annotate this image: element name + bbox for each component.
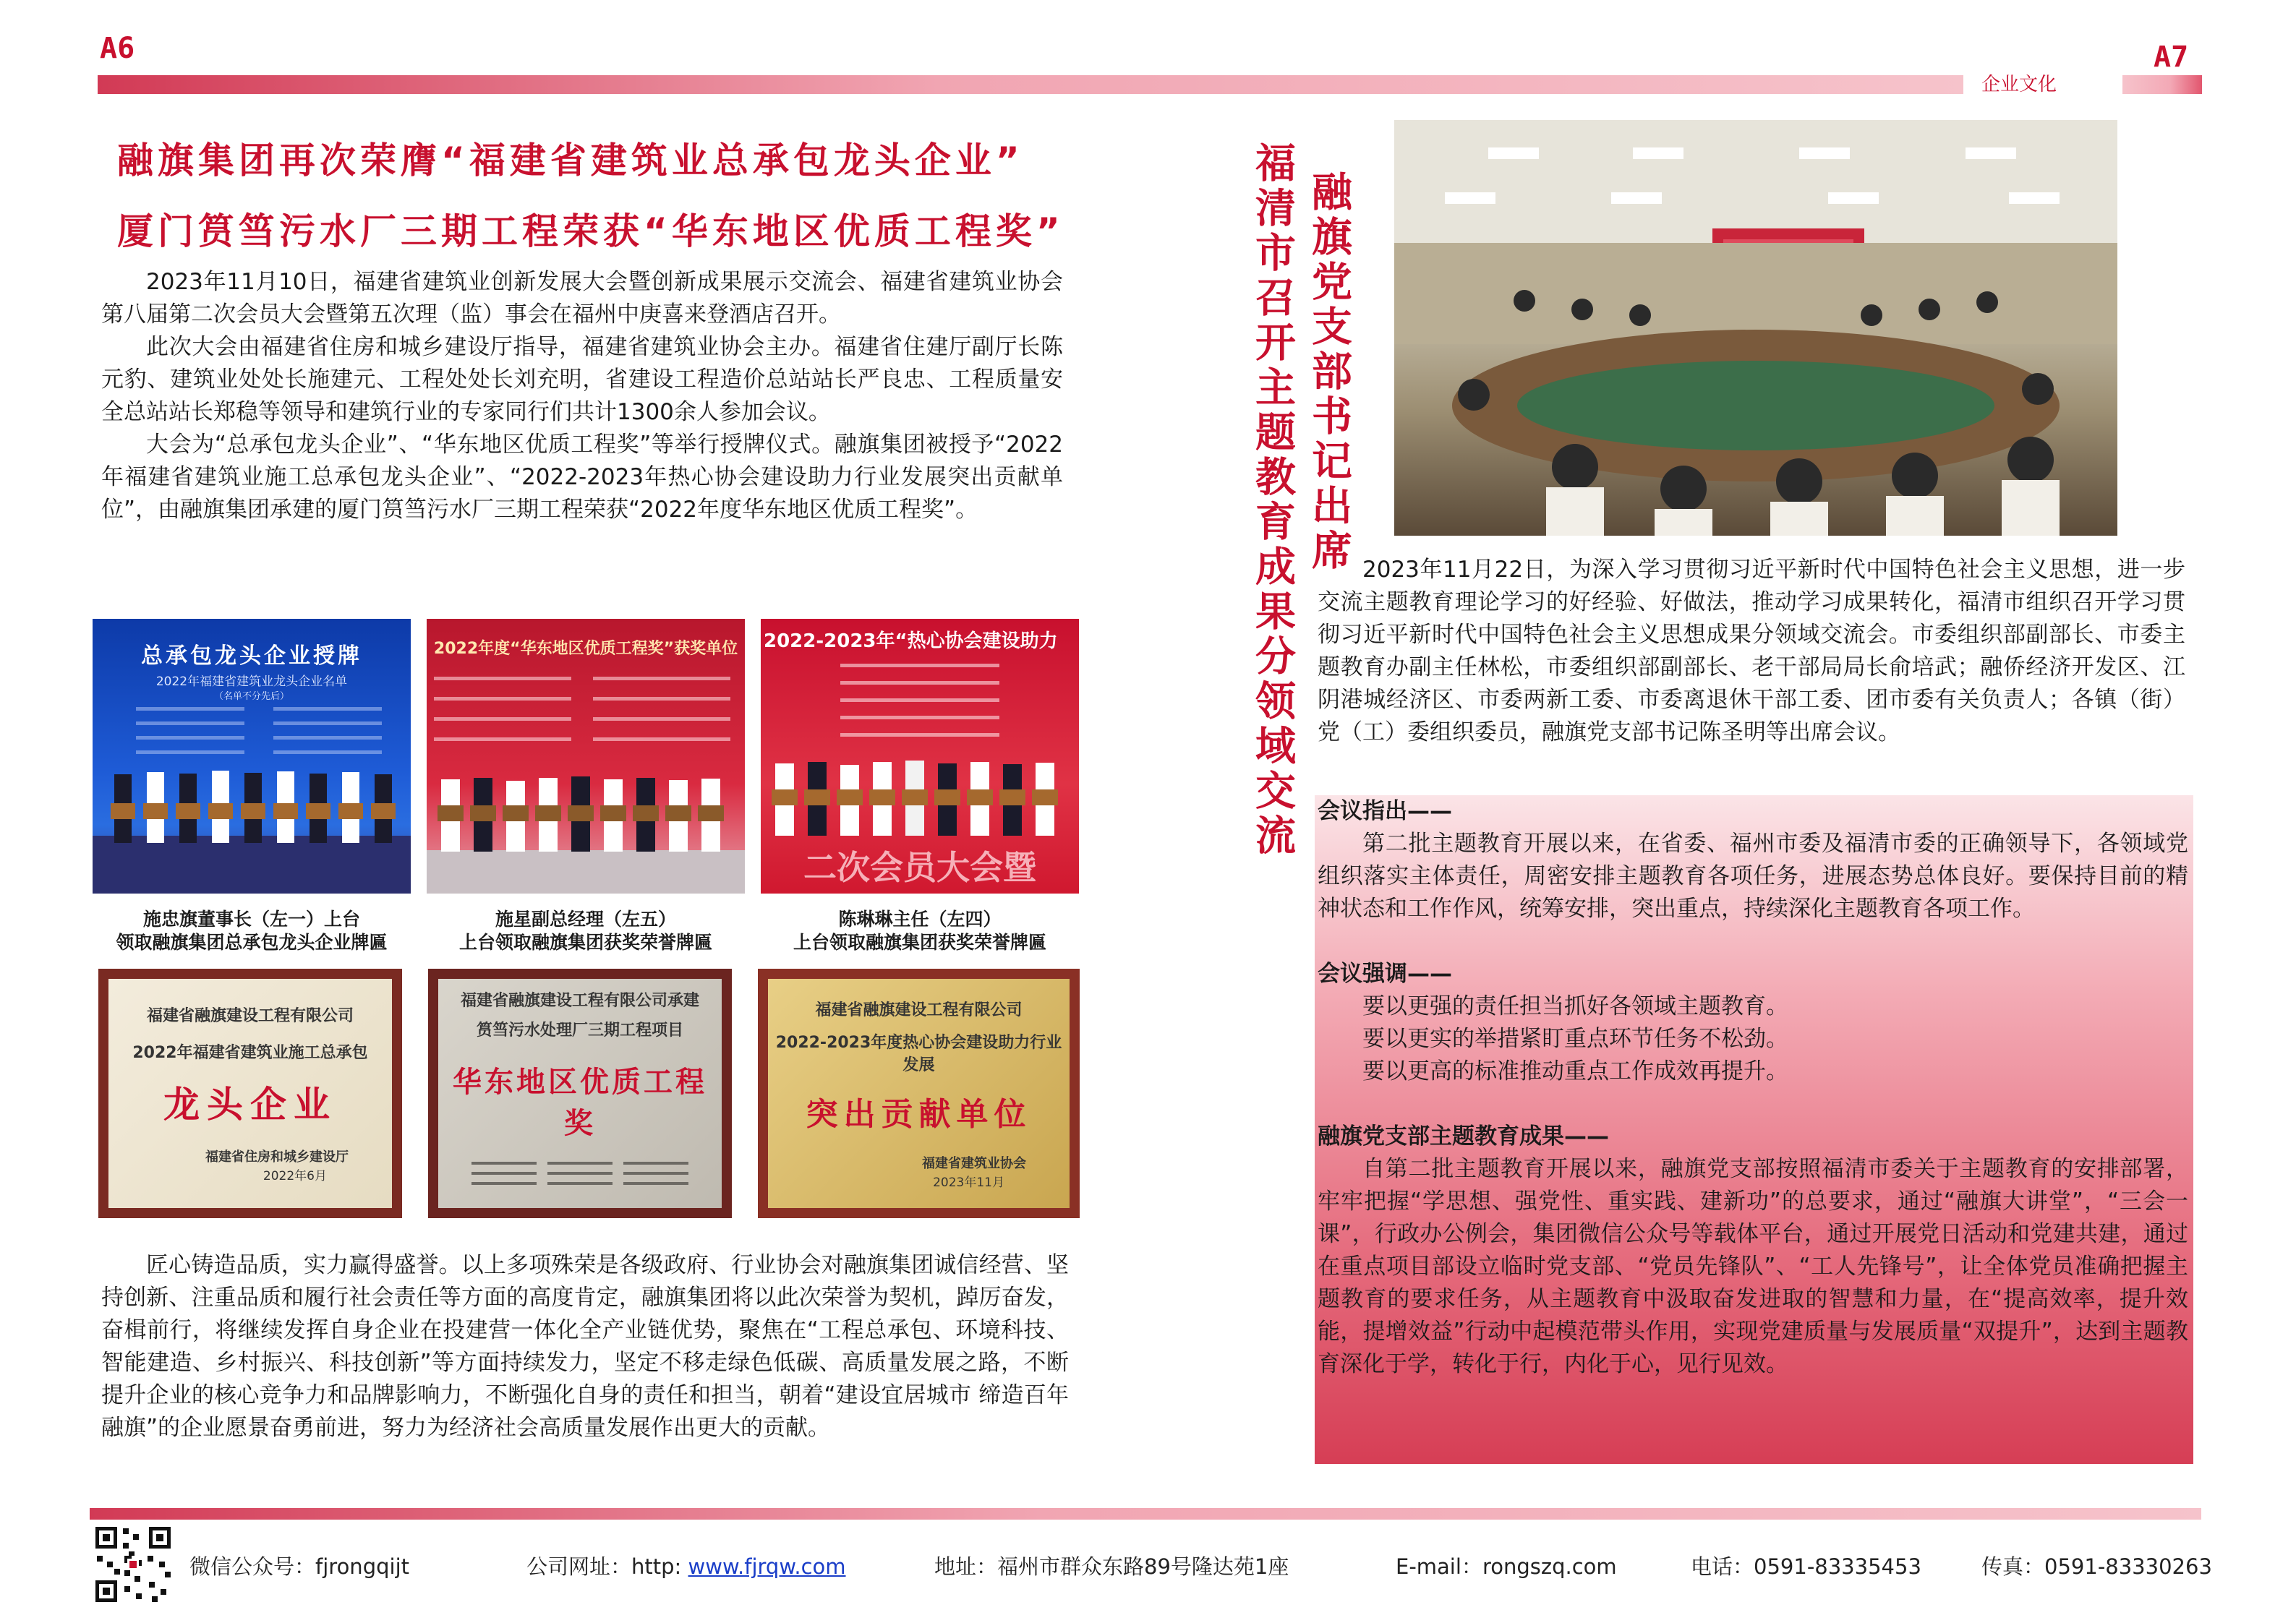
headline-2: 厦门筼筜污水厂三期工程荣获“华东地区优质工程奖” bbox=[117, 210, 1064, 252]
plaque-3-date: 2023年11月 bbox=[933, 1175, 1004, 1190]
left-paragraph-1: 2023年11月10日，福建省建筑业创新发展大会暨创新成果展示交流会、福建省建筑业协会第八届第二次会员大会暨第五次理（监）事会在福州中庚喜来登酒店召开。 bbox=[101, 269, 1063, 327]
footer-email-label: E-mail： bbox=[1396, 1554, 1482, 1579]
plaque-2-org: 福建省融旗建设工程有限公司承建 bbox=[460, 991, 699, 1010]
footer-website-label: 公司网址：http: bbox=[526, 1554, 682, 1579]
left-intro-text bbox=[101, 266, 1063, 526]
footer-website-link[interactable]: www.fjrqw.com bbox=[688, 1554, 846, 1579]
photo-3-scene bbox=[761, 619, 1079, 894]
footer-wechat-label: 微信公众号： bbox=[189, 1554, 316, 1579]
plaque-1-org: 福建省融旗建设工程有限公司 bbox=[146, 1007, 354, 1025]
box-heading-2: 会议强调—— bbox=[1318, 961, 1452, 987]
box-paragraph-1: 第二批主题教育开展以来，在省委、福州市委及福清市委的正确领导下，各领域党组织落实主体责任，周密安排主题教育各项任务，进展态势总体良好。要保持目前的精神状态和工作作风，统筹安排，突出重点，持续深化主题教育各项工作。 bbox=[1318, 831, 2188, 922]
photo-1-screen-title: 总承包龙头企业授牌 bbox=[141, 643, 362, 669]
box-heading-1: 会议指出—— bbox=[1318, 798, 1452, 824]
photo-2-scene bbox=[427, 619, 745, 894]
theme-education-box bbox=[1315, 795, 2193, 1464]
box-point-2: 要以更实的举措紧盯重点环节任务不松劲。 bbox=[1362, 1026, 1788, 1052]
footer-phone-label: 电话： bbox=[1691, 1554, 1754, 1579]
award-photo-3 bbox=[761, 619, 1079, 894]
photo-3-caption-line2: 上台领取融旗集团获奖荣誉牌匾 bbox=[793, 932, 1046, 953]
box-heading-3: 融旗党支部主题教育成果—— bbox=[1318, 1123, 1609, 1149]
footer-email-value: rongszq.com bbox=[1482, 1554, 1617, 1579]
footer-address-label: 地址： bbox=[934, 1554, 998, 1579]
left-paragraph-3: 大会为“总承包龙头企业”、“华东地区优质工程奖”等举行授牌仪式。融旗集团被授予“2022年福建省建筑业施工总承包龙头企业”、“2022-2023年热心协会建设助力行业发展突出贡献单位”，由融旗集团承建的厦门筼筜污水厂三期工程荣获“2022年度华东地区优质工程奖”。 bbox=[101, 432, 1063, 523]
plaque-3 bbox=[758, 969, 1080, 1218]
award-photo-1 bbox=[93, 619, 411, 894]
plaque-3-issuer: 福建省建筑业协会 bbox=[922, 1155, 1026, 1171]
right-intro-paragraph: 2023年11月22日，为深入学习贯彻习近平新时代中国特色社会主义思想，进一步交流主题教育理论学习的好经验、好做法，推动学习成果转化，福清市组织召开学习贯彻习近平新时代中国特色社会主义思想成果分领域交流会。市委组织部副部长、市委主题教育办副主任林松，市委组织部副部长、老干部局局长俞培武；融侨经济开发区、江阴港城经济区、市委两新工委、市委离退休干部工委、团市委有关负责人；各镇（街）党（工）委组织委员，融旗党支部书记陈圣明等出席会议。 bbox=[1318, 557, 2185, 745]
header-band-left bbox=[98, 75, 1963, 94]
photo-2-screen-title: 2022年度“华东地区优质工程奖”获奖单位 bbox=[433, 640, 738, 658]
meeting-photo-scene bbox=[1394, 120, 2117, 536]
plaque-3-sub: 2022-2023年度热心协会建设助力行业发展 bbox=[775, 1033, 1062, 1074]
footer-fax bbox=[1981, 1551, 2212, 1580]
section-label: 企业文化 bbox=[1981, 74, 2057, 95]
photo-2-caption-line2: 上台领取融旗集团获奖荣誉牌匾 bbox=[458, 932, 712, 953]
photo-1-screen-note: （名单不分先后） bbox=[213, 691, 289, 702]
box-point-3: 要以更高的标准推动重点工作成效再提升。 bbox=[1362, 1058, 1788, 1084]
vertical-title-2: 福清市召开主题教育成果分领域交流 bbox=[1249, 142, 1296, 859]
photo-1-caption-line1: 施忠旗董事长（左一）上台 bbox=[142, 909, 360, 930]
right-page-number: A7 bbox=[2154, 40, 2189, 74]
photo-1-scene bbox=[93, 619, 411, 894]
plaque-3-org: 福建省融旗建设工程有限公司 bbox=[815, 1001, 1023, 1019]
footer-email bbox=[1396, 1551, 1617, 1580]
plaque-1 bbox=[98, 969, 402, 1218]
plaque-3-title: 突出贡献单位 bbox=[806, 1095, 1032, 1133]
photo-3-caption-line1: 陈琳琳主任（左四） bbox=[838, 909, 1002, 930]
photo-3-screen-bottom: 二次会员大会暨 bbox=[803, 848, 1036, 887]
box-point-1: 要以更强的责任担当抓好各领域主题教育。 bbox=[1362, 993, 1788, 1019]
headline-1: 融旗集团再次荣膺“福建省建筑业总承包龙头企业” bbox=[117, 140, 1024, 181]
box-paragraph-3: 自第二批主题教育开展以来，融旗党支部按照福清市委关于主题教育的安排部署，牢牢把握“学思想、强党性、重实践、建新功”的总要求，通过“融旗大讲堂”，“三会一课”，行政办公例会，集团微信公众号等载体平台，通过开展党日活动和党建共建，通过在重点项目部设立临时党支部、“党员先锋队”、“工人先锋号”，让全体党员准确把握主题教育的要求任务，从主题教育中汲取奋发进取的智慧和力量，在“提高效率，提升效能，提增效益”行动中起模范带头作用，实现党建质量与发展质量“双提升”，达到主题教育深化于学，转化于行，内化于心，见行见效。 bbox=[1318, 1156, 2188, 1377]
photo-3-screen-title: 2022-2023年“热心协会建设助力 bbox=[764, 630, 1058, 652]
box-spacer-2 bbox=[1318, 1088, 2188, 1121]
qr-code-icon bbox=[93, 1524, 174, 1605]
meeting-photo bbox=[1394, 120, 2117, 536]
left-closing-text bbox=[101, 1249, 1069, 1444]
plaque-1-issuer: 福建省住房和城乡建设厅 bbox=[205, 1149, 349, 1165]
footer-address-value: 福州市群众东路89号隆达苑1座 bbox=[997, 1554, 1289, 1579]
photo-1-screen-sub: 2022年福建省建筑业龙头企业名单 bbox=[155, 675, 348, 689]
header-band-right bbox=[2122, 75, 2202, 94]
footer-address bbox=[934, 1551, 1289, 1580]
photo-2-caption bbox=[419, 908, 752, 954]
photo-1-caption bbox=[85, 908, 418, 954]
left-closing-paragraph: 匠心铸造品质，实力赢得盛誉。以上多项殊荣是各级政府、行业协会对融旗集团诚信经营、坚持创新、注重品质和履行社会责任等方面的高度肯定，融旗集团将以此次荣誉为契机，踔厉奋发，奋楫前行，将继续发挥自身企业在投建营一体化全产业链优势，聚焦在“工程总承包、环境科技、智能建造、乡村振兴、科技创新”等方面持续发力，坚定不移走绿色低碳、高质量发展之路，不断提升企业的核心竞争力和品牌影响力，不断强化自身的责任和担当，朝着“建设宜居城市 缔造百年融旗”的企业愿景奋勇前进，努力为经济社会高质量发展作出更大的贡献。 bbox=[101, 1252, 1069, 1441]
footer-wechat bbox=[189, 1551, 409, 1580]
plaque-2-fine-print bbox=[471, 1156, 688, 1199]
footer-website bbox=[526, 1551, 846, 1580]
footer-phone bbox=[1691, 1551, 1921, 1580]
photo-3-caption bbox=[754, 908, 1086, 954]
photo-1-caption-line2: 领取融旗集团总承包龙头企业牌匾 bbox=[116, 932, 388, 953]
plaque-2-sub: 筼筜污水处理厂三期工程项目 bbox=[476, 1021, 683, 1040]
plaque-1-title: 龙头企业 bbox=[163, 1084, 337, 1126]
footer-phone-value: 0591-83335453 bbox=[1754, 1554, 1921, 1579]
photo-2-caption-line1: 施星副总经理（左五） bbox=[495, 909, 676, 930]
footer-fax-value: 0591-83330263 bbox=[2044, 1554, 2212, 1579]
footer-band bbox=[90, 1508, 2201, 1520]
footer-wechat-id: fjrongqijt bbox=[315, 1554, 409, 1579]
left-paragraph-2: 此次大会由福建省住房和城乡建设厅指导，福建省建筑业协会主办。福建省住建厅副厅长陈元豹、建筑业处处长施建元、工程处处长刘充明，省建设工程造价总站站长严良忠、工程质量安全总站站长郑稳等领导和建筑行业的专家同行们共计1300余人参加会议。 bbox=[101, 334, 1063, 425]
plaque-1-date: 2022年6月 bbox=[263, 1169, 327, 1183]
plaque-1-sub: 2022年福建省建筑业施工总承包 bbox=[132, 1044, 368, 1062]
left-page-number: A6 bbox=[100, 32, 135, 65]
award-photo-2 bbox=[427, 619, 745, 894]
footer-fax-label: 传真： bbox=[1981, 1554, 2045, 1579]
box-spacer-1 bbox=[1318, 925, 2188, 958]
right-intro-text bbox=[1318, 554, 2185, 749]
plaque-2 bbox=[428, 969, 732, 1218]
plaque-2-title: 华东地区优质工程奖 bbox=[453, 1065, 707, 1140]
vertical-title-1: 融旗党支部书记出席 bbox=[1305, 171, 1352, 574]
